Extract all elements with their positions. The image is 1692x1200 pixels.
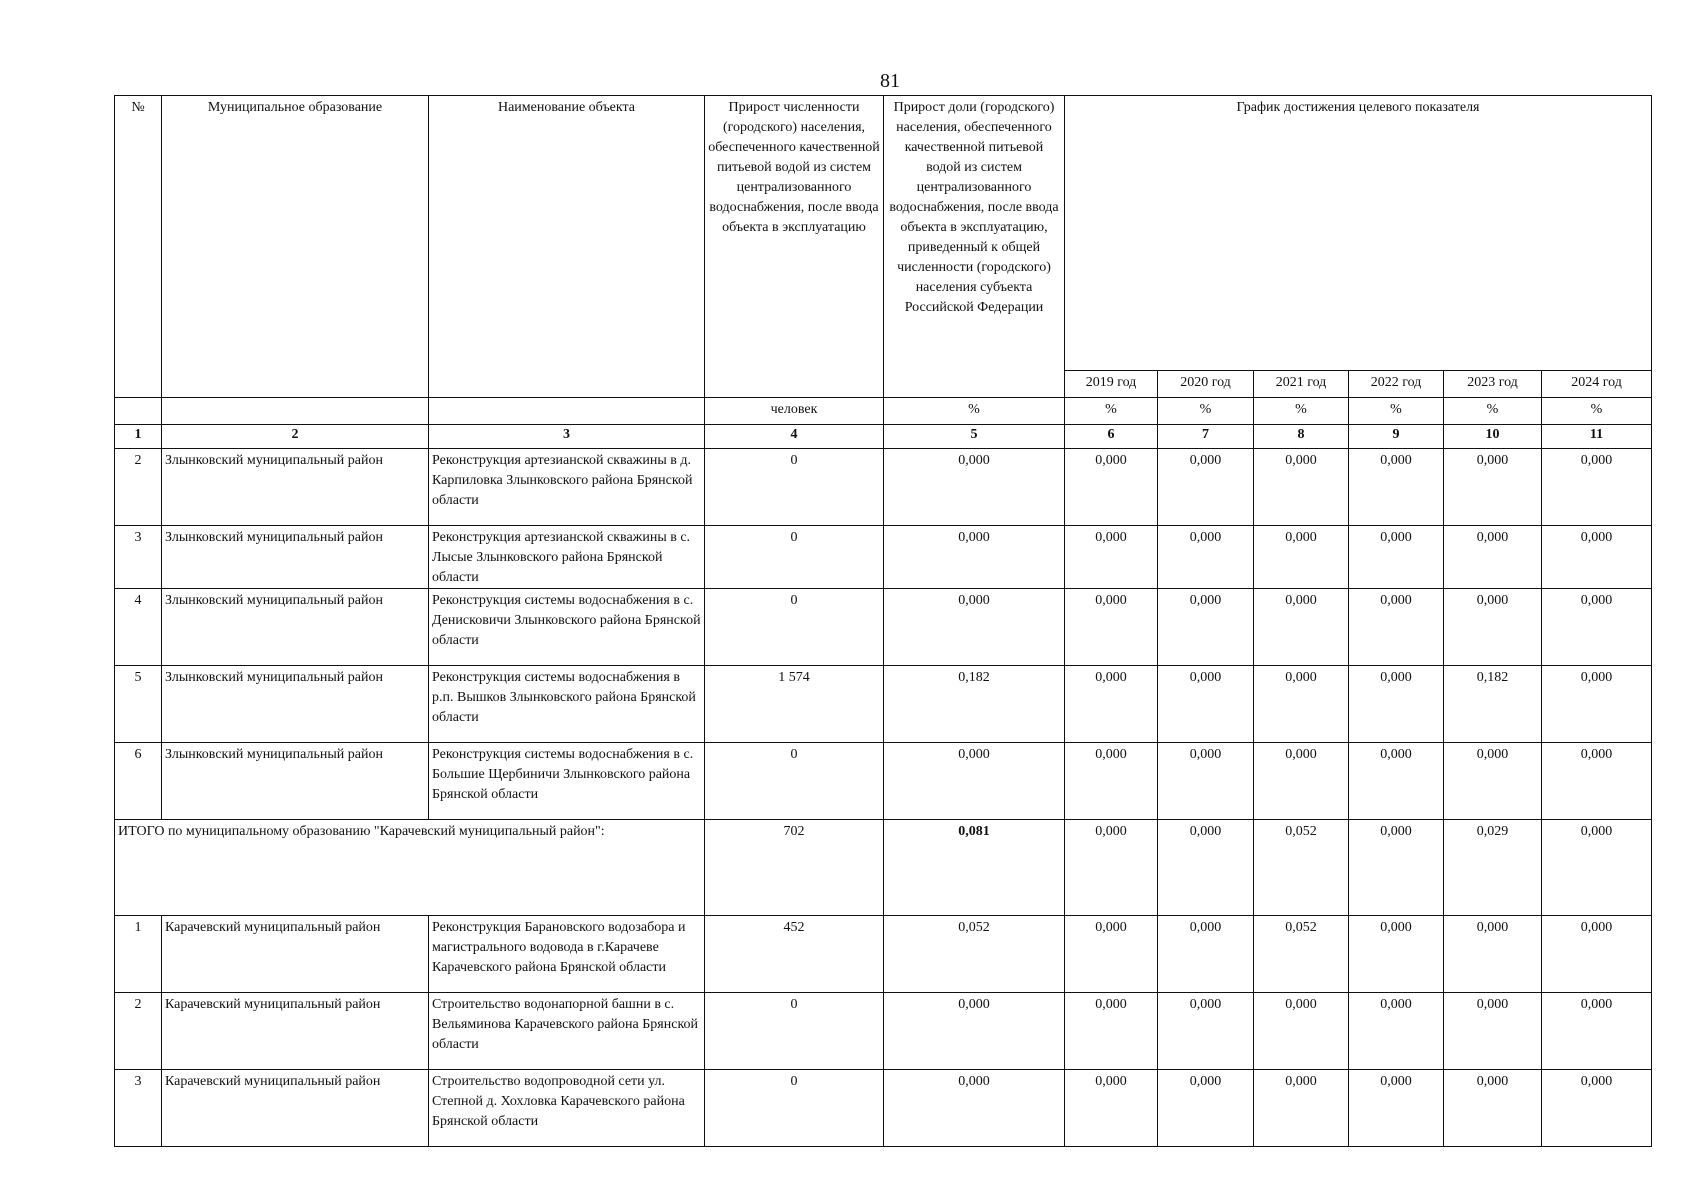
row-population: 0 bbox=[705, 449, 884, 526]
unit-pct: % bbox=[1542, 398, 1652, 425]
row-share: 0,000 bbox=[884, 449, 1065, 526]
row-year-value: 0,000 bbox=[1542, 589, 1652, 666]
row-number: 1 bbox=[115, 916, 162, 993]
total-row bbox=[115, 820, 1652, 916]
table-row bbox=[115, 1070, 1652, 1147]
row-number: 5 bbox=[115, 666, 162, 743]
row-year-value: 0,000 bbox=[1254, 993, 1349, 1070]
page-number: 81 bbox=[880, 70, 900, 92]
row-share: 0,000 bbox=[884, 993, 1065, 1070]
column-number: 7 bbox=[1158, 425, 1254, 449]
row-population: 0 bbox=[705, 743, 884, 820]
row-year-value: 0,000 bbox=[1158, 449, 1254, 526]
total-year-value: 0,000 bbox=[1065, 820, 1158, 916]
unit-pct: % bbox=[1444, 398, 1542, 425]
row-year-value: 0,000 bbox=[1065, 589, 1158, 666]
header-municipality: Муниципальное образование bbox=[162, 96, 429, 398]
row-object-name: Реконструкция системы водоснабжения в с. Денисковичи Злынковского района Брянской области bbox=[429, 589, 705, 666]
column-numbers-row bbox=[115, 425, 1652, 449]
row-number: 2 bbox=[115, 993, 162, 1070]
column-number: 9 bbox=[1349, 425, 1444, 449]
row-year-value: 0,000 bbox=[1065, 743, 1158, 820]
total-year-value: 0,052 bbox=[1254, 820, 1349, 916]
header-year: 2019 год bbox=[1065, 371, 1158, 398]
column-number: 6 bbox=[1065, 425, 1158, 449]
header-share: Прирост доли (городского) населения, обеспеченного качественной питьевой водой из систем централизованного водоснабжения, после ввода объекта в эксплуатацию, приведенный к общей численности (городского) населения субъекта Российской Федерации bbox=[884, 96, 1065, 398]
row-year-value: 0,000 bbox=[1254, 1070, 1349, 1147]
row-share: 0,000 bbox=[884, 1070, 1065, 1147]
total-share: 0,081 bbox=[884, 820, 1065, 916]
row-object-name: Реконструкция системы водоснабжения в с. Большие Щербиничи Злынковского района Брянской области bbox=[429, 743, 705, 820]
total-year-value: 0,029 bbox=[1444, 820, 1542, 916]
row-year-value: 0,000 bbox=[1542, 1070, 1652, 1147]
row-share: 0,052 bbox=[884, 916, 1065, 993]
karachev-rows bbox=[115, 916, 1652, 1147]
row-number: 6 bbox=[115, 743, 162, 820]
row-population: 0 bbox=[705, 993, 884, 1070]
row-object-name: Реконструкция Барановского водозабора и магистрального водовода в г.Карачеве Карачевского района Брянской области bbox=[429, 916, 705, 993]
header-no: № bbox=[115, 96, 162, 398]
column-number: 4 bbox=[705, 425, 884, 449]
row-object-name: Строительство водонапорной башни в с. Вельяминова Карачевского района Брянской области bbox=[429, 993, 705, 1070]
unit-pct: % bbox=[1349, 398, 1444, 425]
row-year-value: 0,000 bbox=[1542, 993, 1652, 1070]
row-year-value: 0,000 bbox=[1444, 589, 1542, 666]
row-year-value: 0,000 bbox=[1444, 916, 1542, 993]
row-object-name: Строительство водопроводной сети ул. Степной д. Хохловка Карачевского района Брянской области bbox=[429, 1070, 705, 1147]
row-year-value: 0,000 bbox=[1065, 449, 1158, 526]
row-year-value: 0,000 bbox=[1158, 916, 1254, 993]
column-number: 1 bbox=[115, 425, 162, 449]
target-indicator-table bbox=[114, 95, 1652, 1147]
row-year-value: 0,000 bbox=[1349, 666, 1444, 743]
row-municipality: Карачевский муниципальный район bbox=[162, 1070, 429, 1147]
table-row bbox=[115, 743, 1652, 820]
row-year-value: 0,000 bbox=[1349, 449, 1444, 526]
header-row bbox=[115, 96, 1652, 371]
column-number: 2 bbox=[162, 425, 429, 449]
row-number: 2 bbox=[115, 449, 162, 526]
row-year-value: 0,000 bbox=[1349, 589, 1444, 666]
row-year-value: 0,000 bbox=[1444, 1070, 1542, 1147]
row-year-value: 0,000 bbox=[1542, 449, 1652, 526]
row-year-value: 0,000 bbox=[1542, 916, 1652, 993]
table-row bbox=[115, 589, 1652, 666]
row-year-value: 0,000 bbox=[1065, 993, 1158, 1070]
row-year-value: 0,052 bbox=[1254, 916, 1349, 993]
row-population: 0 bbox=[705, 1070, 884, 1147]
units-row bbox=[115, 398, 1652, 425]
row-year-value: 0,000 bbox=[1158, 526, 1254, 589]
header-year: 2024 год bbox=[1542, 371, 1652, 398]
row-year-value: 0,000 bbox=[1349, 916, 1444, 993]
row-year-value: 0,000 bbox=[1254, 526, 1349, 589]
row-year-value: 0,000 bbox=[1065, 1070, 1158, 1147]
table-row bbox=[115, 993, 1652, 1070]
unit-pct: % bbox=[884, 398, 1065, 425]
header-year: 2023 год bbox=[1444, 371, 1542, 398]
row-year-value: 0,000 bbox=[1444, 526, 1542, 589]
column-number: 10 bbox=[1444, 425, 1542, 449]
row-year-value: 0,000 bbox=[1254, 743, 1349, 820]
row-year-value: 0,000 bbox=[1349, 1070, 1444, 1147]
table-row bbox=[115, 666, 1652, 743]
row-municipality: Злынковский муниципальный район bbox=[162, 526, 429, 589]
unit-pct: % bbox=[1065, 398, 1158, 425]
row-year-value: 0,000 bbox=[1158, 589, 1254, 666]
header-schedule: График достижения целевого показателя bbox=[1065, 96, 1652, 371]
unit-pct: % bbox=[1254, 398, 1349, 425]
column-number: 11 bbox=[1542, 425, 1652, 449]
total-year-value: 0,000 bbox=[1158, 820, 1254, 916]
column-number: 8 bbox=[1254, 425, 1349, 449]
header-year: 2022 год bbox=[1349, 371, 1444, 398]
row-object-name: Реконструкция артезианской скважины в с. Лысые Злынковского района Брянской области bbox=[429, 526, 705, 589]
row-municipality: Злынковский муниципальный район bbox=[162, 743, 429, 820]
unit-people: человек bbox=[705, 398, 884, 425]
row-municipality: Злынковский муниципальный район bbox=[162, 666, 429, 743]
row-share: 0,182 bbox=[884, 666, 1065, 743]
table-row bbox=[115, 449, 1652, 526]
row-number: 3 bbox=[115, 1070, 162, 1147]
row-year-value: 0,000 bbox=[1158, 666, 1254, 743]
row-number: 4 bbox=[115, 589, 162, 666]
table-row bbox=[115, 916, 1652, 993]
row-year-value: 0,000 bbox=[1542, 526, 1652, 589]
column-number: 3 bbox=[429, 425, 705, 449]
row-population: 0 bbox=[705, 589, 884, 666]
row-share: 0,000 bbox=[884, 743, 1065, 820]
row-municipality: Карачевский муниципальный район bbox=[162, 993, 429, 1070]
header-population: Прирост численности (городского) населения, обеспеченного качественной питьевой водой из систем централизованного водоснабжения, после ввода объекта в эксплуатацию bbox=[705, 96, 884, 398]
row-year-value: 0,000 bbox=[1254, 449, 1349, 526]
total-population: 702 bbox=[705, 820, 884, 916]
row-year-value: 0,000 bbox=[1444, 449, 1542, 526]
row-year-value: 0,000 bbox=[1158, 743, 1254, 820]
total-year-value: 0,000 bbox=[1542, 820, 1652, 916]
row-municipality: Злынковский муниципальный район bbox=[162, 449, 429, 526]
row-population: 0 bbox=[705, 526, 884, 589]
column-number: 5 bbox=[884, 425, 1065, 449]
row-year-value: 0,000 bbox=[1542, 743, 1652, 820]
row-year-value: 0,000 bbox=[1254, 589, 1349, 666]
header-object: Наименование объекта bbox=[429, 96, 705, 398]
row-year-value: 0,000 bbox=[1349, 526, 1444, 589]
row-municipality: Злынковский муниципальный район bbox=[162, 589, 429, 666]
row-share: 0,000 bbox=[884, 589, 1065, 666]
row-year-value: 0,000 bbox=[1254, 666, 1349, 743]
row-year-value: 0,000 bbox=[1349, 993, 1444, 1070]
row-year-value: 0,000 bbox=[1158, 1070, 1254, 1147]
row-year-value: 0,000 bbox=[1065, 916, 1158, 993]
total-year-value: 0,000 bbox=[1349, 820, 1444, 916]
row-population: 452 bbox=[705, 916, 884, 993]
header-year: 2021 год bbox=[1254, 371, 1349, 398]
total-label: ИТОГО по муниципальному образованию "Карачевский муниципальный район": bbox=[115, 820, 705, 916]
table-row bbox=[115, 526, 1652, 589]
row-year-value: 0,182 bbox=[1444, 666, 1542, 743]
unit-pct: % bbox=[1158, 398, 1254, 425]
row-year-value: 0,000 bbox=[1065, 526, 1158, 589]
row-object-name: Реконструкция артезианской скважины в д. Карпиловка Злынковского района Брянской области bbox=[429, 449, 705, 526]
row-year-value: 0,000 bbox=[1158, 993, 1254, 1070]
row-year-value: 0,000 bbox=[1444, 993, 1542, 1070]
row-year-value: 0,000 bbox=[1065, 666, 1158, 743]
row-year-value: 0,000 bbox=[1349, 743, 1444, 820]
row-population: 1 574 bbox=[705, 666, 884, 743]
row-object-name: Реконструкция системы водоснабжения в р.п. Вышков Злынковского района Брянской области bbox=[429, 666, 705, 743]
row-number: 3 bbox=[115, 526, 162, 589]
row-share: 0,000 bbox=[884, 526, 1065, 589]
row-year-value: 0,000 bbox=[1542, 666, 1652, 743]
row-year-value: 0,000 bbox=[1444, 743, 1542, 820]
row-municipality: Карачевский муниципальный район bbox=[162, 916, 429, 993]
header-year: 2020 год bbox=[1158, 371, 1254, 398]
zlynka-rows bbox=[115, 449, 1652, 820]
